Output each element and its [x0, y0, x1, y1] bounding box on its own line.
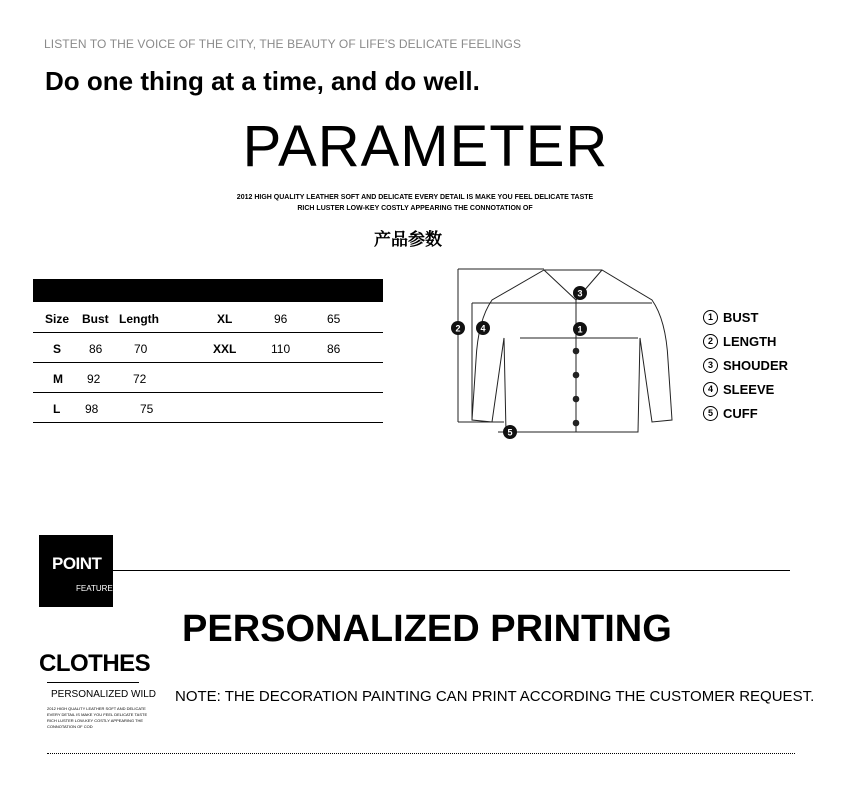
description-line-2: RICH LUSTER LOW-KEY COSTLY APPEARING THE CONNOTATION OF [297, 205, 533, 212]
personalized-wild-label: PERSONALIZED WILD [51, 689, 157, 700]
table-divider [33, 332, 383, 333]
marker-4 [476, 321, 490, 335]
table-cell-bust: 98 [85, 402, 99, 416]
legend-item-shoulder [703, 358, 788, 373]
table-cell-bust: 96 [274, 312, 288, 326]
fine-print: 2012 HIGH QUALITY LEATHER SOFT AND DELICATE EVERY DETAIL IS MAKE YOU FEEL DELICATE TASTE RICH LUSTER LOW-KEY COSTLY APPEARING THE CONNOTATION OF COD [47, 706, 148, 729]
table-cell-size: M [53, 372, 63, 386]
title-description [0, 192, 830, 214]
button-dot [573, 396, 580, 403]
button-dot [573, 420, 580, 427]
table-cell-size: XXL [213, 342, 237, 356]
tagline: LISTEN TO THE VOICE OF THE CITY, THE BEAUTY OF LIFE'S DELICATE FEELINGS [44, 37, 522, 51]
description-line-1: 2012 HIGH QUALITY LEATHER SOFT AND DELICATE EVERY DETAIL IS MAKE YOU FEEL DELICATE TASTE [236, 194, 594, 201]
legend-label: SHOUDER [723, 358, 789, 373]
legend-number: 4 [703, 382, 718, 397]
legend-number: 1 [703, 310, 718, 325]
legend-item-length [703, 334, 776, 349]
point-feature-badge [39, 535, 113, 607]
table-cell-bust: 92 [87, 372, 101, 386]
clothes-heading: CLOTHES [39, 650, 151, 677]
table-cell-size: S [53, 342, 62, 356]
jacket-measurement-diagram [440, 260, 680, 450]
feature-label: FEATURE [76, 584, 113, 593]
dotted-divider [47, 753, 795, 754]
svg-text:1: 1 [577, 324, 583, 335]
table-cell-bust: 110 [271, 342, 291, 356]
legend-label: CUFF [723, 406, 758, 421]
legend-label: LENGTH [723, 334, 777, 349]
svg-text:5: 5 [507, 427, 513, 438]
printing-note: NOTE: THE DECORATION PAINTING CAN PRINT ACCORDING THE CUSTOMER REQUEST. [175, 688, 815, 705]
table-header-bar [33, 279, 383, 302]
marker-1 [573, 322, 587, 336]
legend-number: 2 [703, 334, 718, 349]
table-cell-length: 72 [133, 372, 147, 386]
table-cell-bust: 86 [89, 342, 103, 356]
legend-item-sleeve [703, 382, 774, 397]
svg-text:2: 2 [455, 323, 461, 334]
table-cell-length: 65 [327, 312, 341, 326]
column-header-length: Length [119, 312, 159, 326]
section-title: PERSONALIZED PRINTING [182, 608, 672, 650]
marker-5 [503, 425, 517, 439]
table-divider [33, 392, 383, 393]
table-divider [33, 362, 383, 363]
legend-label: SLEEVE [723, 382, 775, 397]
column-header-bust: Bust [82, 312, 109, 326]
table-cell-length: 70 [134, 342, 148, 356]
table-cell-size: L [53, 402, 61, 416]
product-parameters-heading: 产品参数 [374, 230, 442, 250]
point-label: POINT [52, 554, 102, 573]
button-dot [573, 372, 580, 379]
legend-number: 5 [703, 406, 718, 421]
svg-text:4: 4 [480, 323, 486, 334]
page-title: PARAMETER [242, 114, 609, 179]
table-cell-length: 86 [327, 342, 341, 356]
column-header-size: Size [45, 312, 70, 326]
legend-number: 3 [703, 358, 718, 373]
svg-text:3: 3 [577, 288, 583, 299]
table-cell-length: 75 [140, 402, 154, 416]
motto: Do one thing at a time, and do well. [45, 66, 480, 96]
marker-3 [573, 286, 587, 300]
legend-item-bust [703, 310, 758, 325]
button-dot [573, 348, 580, 355]
legend-item-cuff [703, 406, 758, 421]
marker-2 [451, 321, 465, 335]
table-divider [33, 422, 383, 423]
table-cell-size: XL [217, 312, 233, 326]
clothes-underline [47, 682, 139, 683]
legend-label: BUST [723, 310, 759, 325]
section-divider [113, 570, 790, 571]
